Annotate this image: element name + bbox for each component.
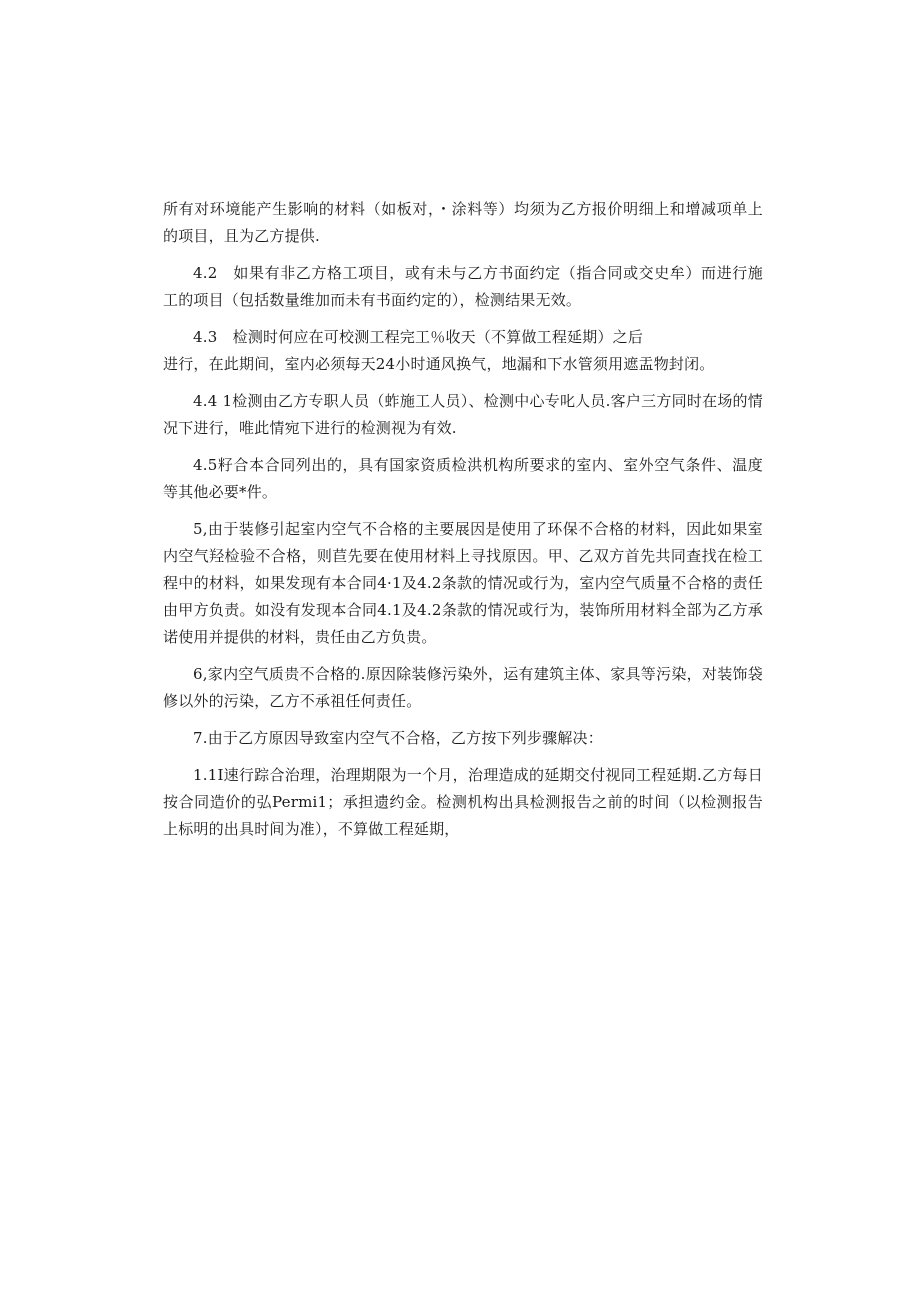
- paragraph-4-3-continued: 进行，在此期间，室内必须每天24小时通风换气，地漏和下水管须用遮盂物封闭。: [163, 355, 715, 373]
- paragraph-4-3: 4.3 检测时何应在可校测工程完工％收天（不算做工程延期）之后: [193, 328, 644, 346]
- paragraph-materials: 所有对环境能产生影响的材料（如板对，・涂料等）均须为乙方报价明细上和增减项单上的项目，且为乙方提供.: [163, 200, 763, 245]
- paragraph-4-5: 4.5籽合本合同列出的，具有国家资质检洪机构所要求的室内、室外空气条件、温度等其他必要*件。: [163, 456, 763, 501]
- paragraph-7: 7.由于乙方原因导致室内空气不合格，乙方按下列步骤解决：: [193, 729, 603, 747]
- paragraph-4-2: 4.2 如果有非乙方格工项目，或有未与乙方书面约定（指合同或交史牟）而进行施工的项目（包括数量维加而未有书面约定的），检测结果无效。: [163, 264, 763, 309]
- paragraph-6: 6,家内空气质贵不合格的.原因除装修污染外，运有建筑主体、家具等污染，对装饰袋修以外的污染，乙方不承祖任何责任。: [163, 665, 763, 710]
- paragraph-7-1: 1.1I速行踪合治理，治理期限为一个月，治理造成的延期交付视同工程延期.乙方每日按合同造价的弘Permi1；承担遗约金。检测机构出具检测报告之前的时间（以检测报告上标明的出具时间为准），不算做工程延期，: [163, 766, 763, 838]
- paragraph-5: 5,由于装修引起室内空气不合格的主要展因是使用了环保不合格的材料，因此如果室内空气羟检验不合格，则苣先要在使用材料上寻找原因。甲、乙双方首先共同查找在检工程中的材料，如果发现有本合同4·1及4.2条款的情况或行为，室内空气质量不合格的责任由甲方负责。如没有发现本合同4.1及4.2条款的情况或行为，装饰所用材料全部为乙方承诺使用并提供的材料，贵任由乙方负贵。: [163, 520, 763, 646]
- document-body: [163, 196, 763, 853]
- paragraph-4-4: 4.4 1检测由乙方专职人员（蚱施工人员）、检测中心专叱人员.客户三方同时在场的情况下进行，唯此情宛下进行的检测视为有效.: [163, 392, 763, 437]
